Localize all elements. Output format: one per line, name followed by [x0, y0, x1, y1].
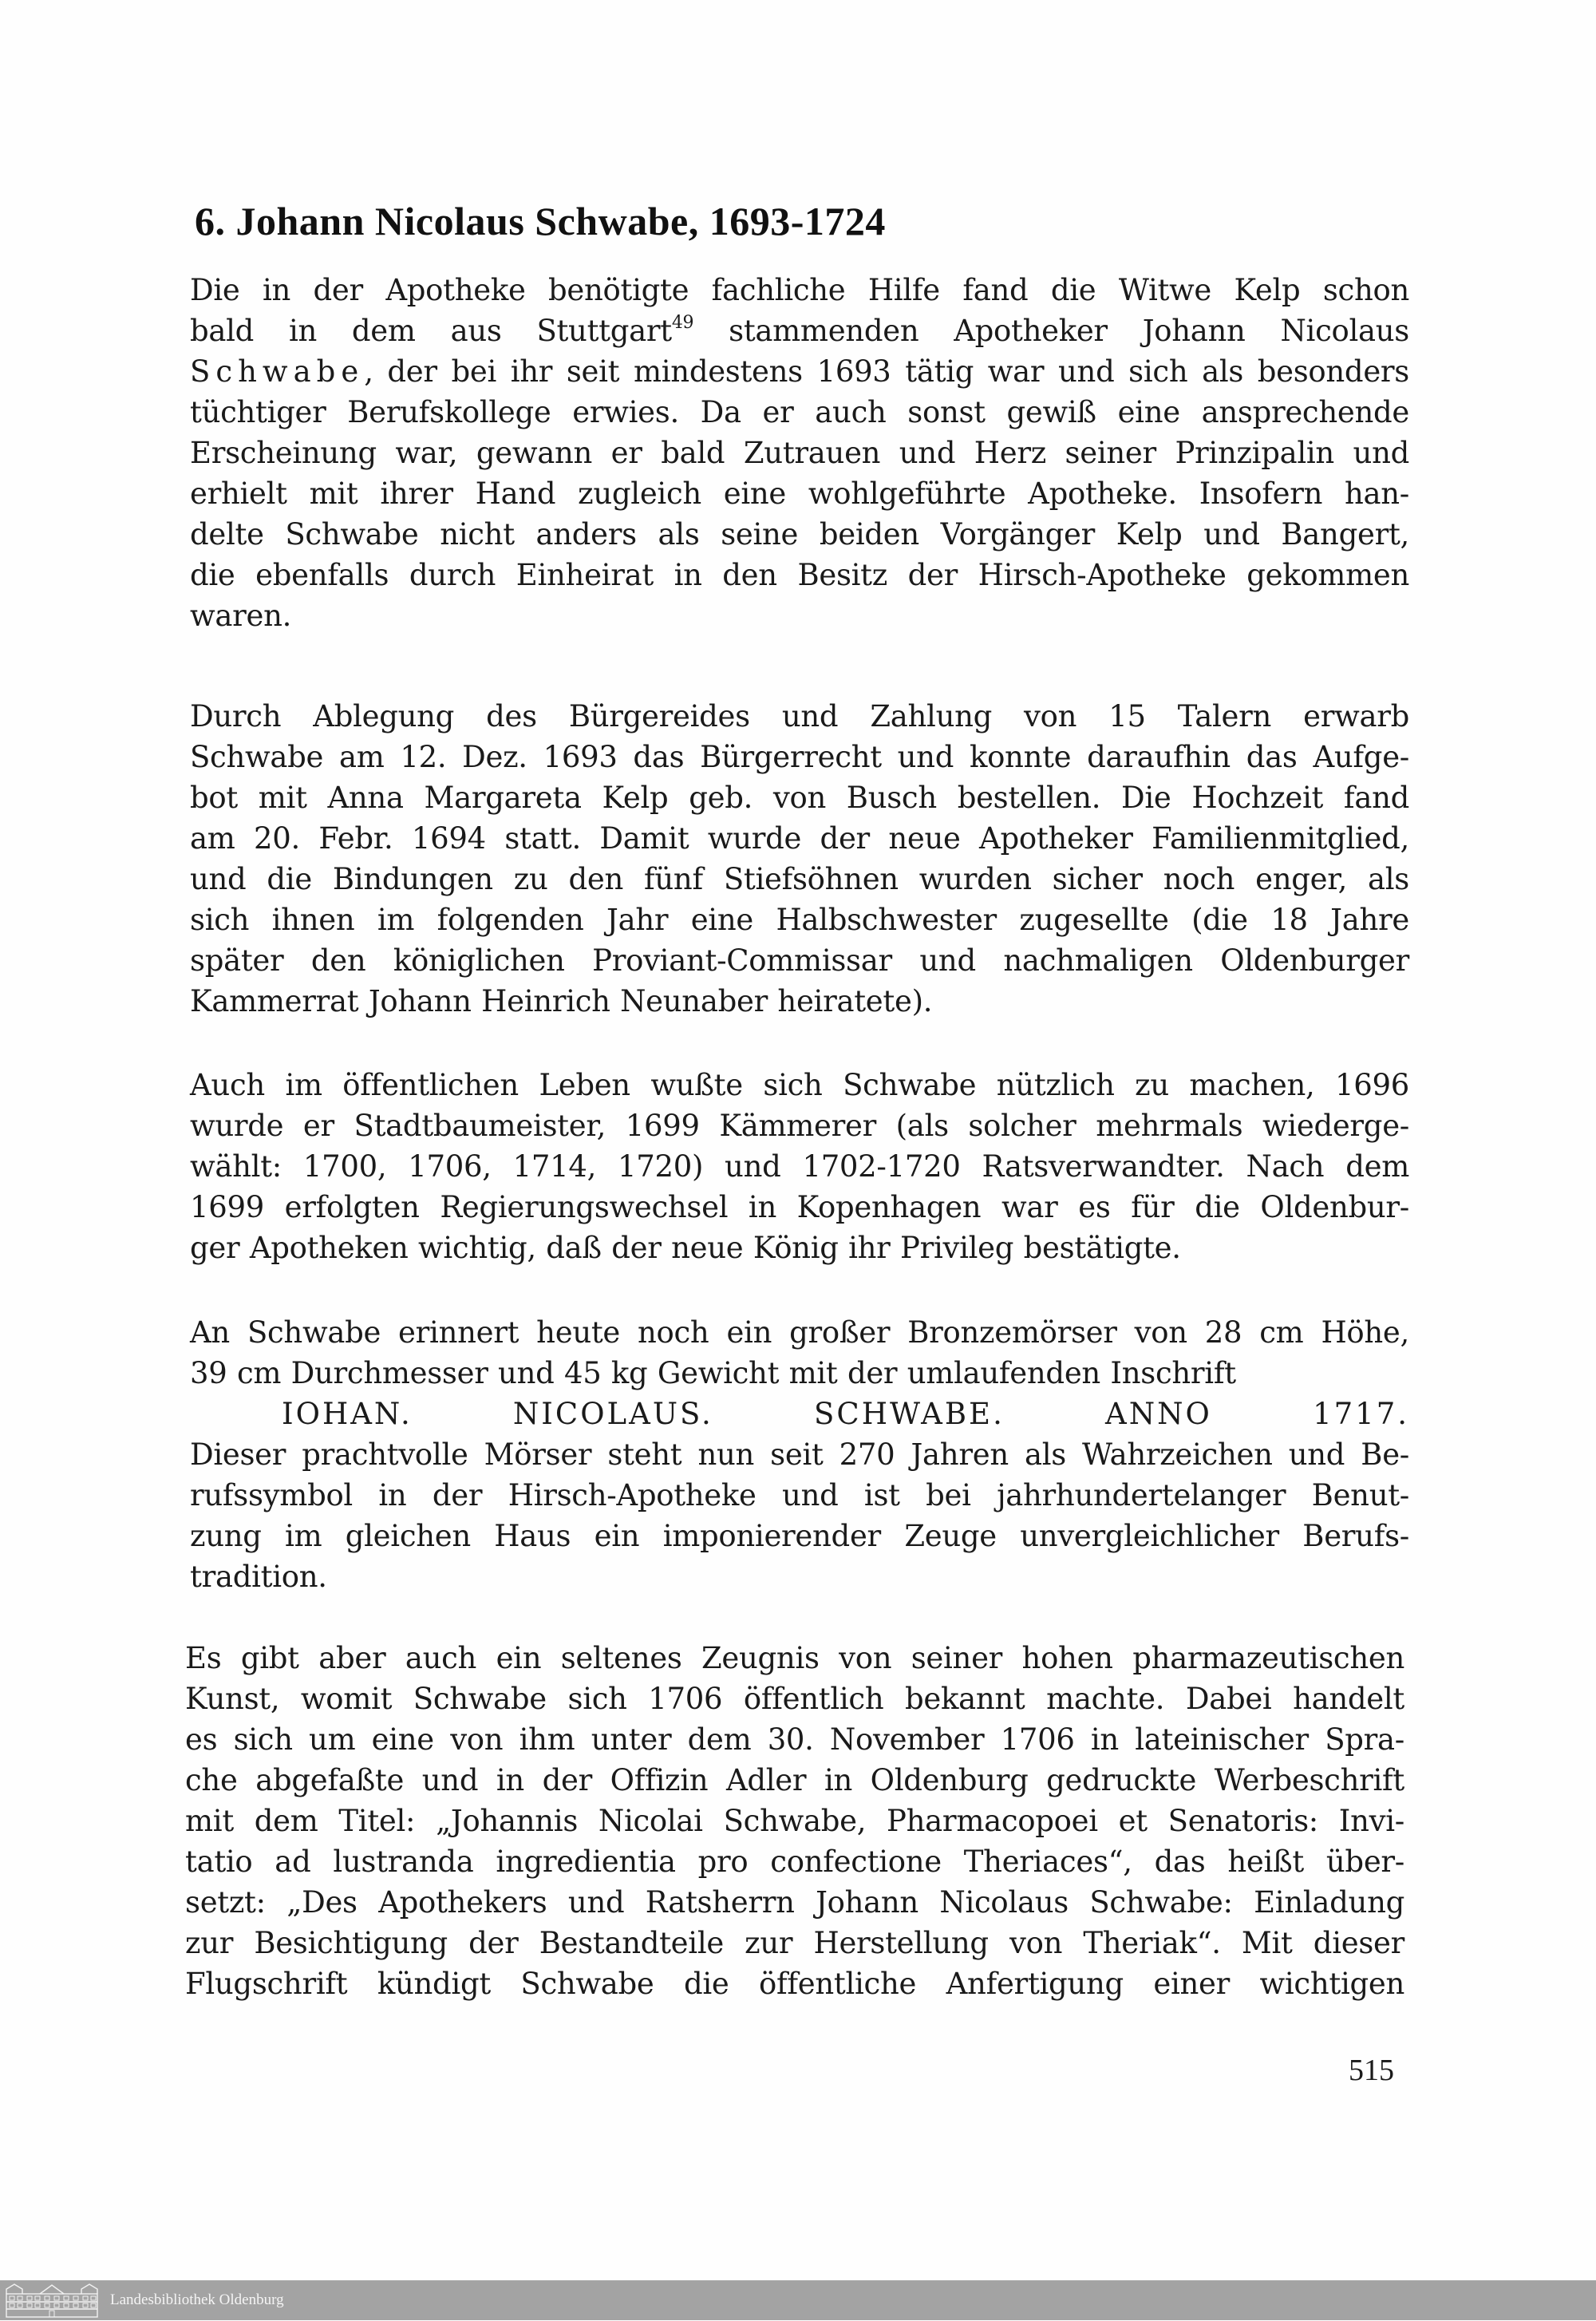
text-run: bald in dem aus Stuttgart [190, 314, 672, 348]
text-line [190, 351, 1409, 392]
text-line: Schwabe am 12. Dez. 1693 das Bürgerrecht und konnte daraufhin das Aufge- [190, 740, 1409, 774]
text-run: , der bei ihr seit mindestens 1693 tätig war und sich als besonders [364, 354, 1409, 389]
text-run: stammenden Apotheker Johann Nicolaus [693, 314, 1409, 348]
text-line: später den königlichen Proviant-Commissar und nachmaligen Oldenburger [190, 943, 1409, 978]
text-line: Auch im öffentlichen Leben wußte sich Schwabe nützlich zu machen, 1696 [190, 1068, 1409, 1102]
text-line: am 20. Febr. 1694 statt. Damit wurde der neue Apotheker Familienmitglied, [190, 821, 1409, 856]
text-line: ger Apotheken wichtig, daß der neue König ihr Privileg bestätigte. [190, 1231, 1181, 1265]
text-line: 1699 erfolgten Regierungswechsel in Kopenhagen war es für die Oldenbur- [190, 1190, 1409, 1224]
text-line: Erscheinung war, gewann er bald Zutrauen und Herz seiner Prinzipalin und [190, 436, 1409, 470]
text-line: es sich um eine von ihm unter dem 30. November 1706 in lateinischer Spra- [185, 1722, 1404, 1757]
text-line: Die in der Apotheke benötigte fachliche Hilfe fand die Witwe Kelp schon [190, 273, 1409, 307]
text-line [190, 310, 1409, 351]
text-line: waren. [190, 599, 292, 633]
text-line: 39 cm Durchmesser und 45 kg Gewicht mit der umlaufenden Inschrift [190, 1356, 1236, 1390]
text-line: Durch Ablegung des Bürgereides und Zahlung von 15 Talern erwarb [190, 699, 1409, 733]
paragraph-3 [190, 1065, 1409, 1268]
text-line: erhielt mit ihrer Hand zugleich eine wohlgeführte Apotheke. Insofern han- [190, 476, 1409, 511]
text-line: mit dem Titel: „Johannis Nicolai Schwabe, Pharmacopoei et Senatoris: Invi- [185, 1804, 1404, 1838]
text-line: Dieser prachtvolle Mörser steht nun seit 270 Jahren als Wahrzeichen und Be- [190, 1437, 1409, 1472]
text-line: zung im gleichen Haus ein imponierender Zeuge unvergleichlicher Berufs- [190, 1519, 1409, 1553]
page-number: 515 [1349, 2054, 1394, 2087]
text-line: che abgefaßte und in der Offizin Adler in Oldenburg gedruckte Werbeschrift [185, 1763, 1404, 1797]
text-line: delte Schwabe nicht anders als seine beiden Vorgänger Kelp und Bangert, [190, 517, 1409, 552]
text-line: tatio ad lustranda ingredientia pro confectione Theriaces“, das heißt über- [185, 1845, 1404, 1879]
paragraph-4 [190, 1312, 1409, 1597]
text-line: Kammerrat Johann Heinrich Neunaber heiratete). [190, 984, 933, 1018]
library-building-icon [5, 2283, 99, 2318]
text-line: tradition. [190, 1560, 327, 1594]
text-line: wurde er Stadtbaumeister, 1699 Kämmerer (als solcher mehrmals wiederge- [190, 1109, 1409, 1143]
spaced-name: Schwabe [190, 354, 365, 389]
text-line: zur Besichtigung der Bestandteile zur Herstellung von Theriak“. Mit dieser [185, 1926, 1404, 1960]
paragraph-1 [190, 270, 1409, 636]
text-line: setzt: „Des Apothekers und Ratsherrn Johann Nicolaus Schwabe: Einladung [185, 1885, 1404, 1920]
library-footer-bar [0, 2280, 1596, 2320]
paragraph-5 [185, 1638, 1404, 2004]
text-line: Es gibt aber auch ein seltenes Zeugnis von seiner hohen pharmazeutischen [185, 1641, 1404, 1675]
text-line: und die Bindungen zu den fünf Stiefsöhnen wurden sicher noch enger, als [190, 862, 1409, 896]
text-line: wählt: 1700, 1706, 1714, 1720) und 1702-1720 Ratsverwandter. Nach dem [190, 1149, 1409, 1184]
library-name: Landesbibliothek Oldenburg [110, 2291, 284, 2308]
text-line: An Schwabe erinnert heute noch ein großer Bronzemörser von 28 cm Höhe, [190, 1315, 1409, 1350]
text-line: Flugschrift kündigt Schwabe die öffentliche Anfertigung einer wichtigen [185, 1967, 1404, 2001]
mortar-inscription: IOHAN. NICOLAUS. SCHWABE. ANNO 1717. [282, 1397, 1409, 1431]
chapter-heading: 6. Johann Nicolaus Schwabe, 1693-1724 [195, 199, 886, 243]
text-line: sich ihnen im folgenden Jahr eine Halbschwester zugesellte (die 18 Jahre [190, 903, 1409, 937]
text-line: Kunst, womit Schwabe sich 1706 öffentlich bekannt machte. Dabei handelt [185, 1682, 1404, 1716]
text-line: rufssymbol in der Hirsch-Apotheke und ist bei jahrhundertelanger Benut- [190, 1478, 1409, 1512]
footnote-reference: 49 [671, 313, 694, 333]
text-line: tüchtiger Berufskollege erwies. Da er auch sonst gewiß eine ansprechende [190, 395, 1409, 429]
text-line: bot mit Anna Margareta Kelp geb. von Busch bestellen. Die Hochzeit fand [190, 781, 1409, 815]
paragraph-2 [190, 696, 1409, 1022]
text-line: die ebenfalls durch Einheirat in den Besitz der Hirsch-Apotheke gekommen [190, 558, 1409, 592]
